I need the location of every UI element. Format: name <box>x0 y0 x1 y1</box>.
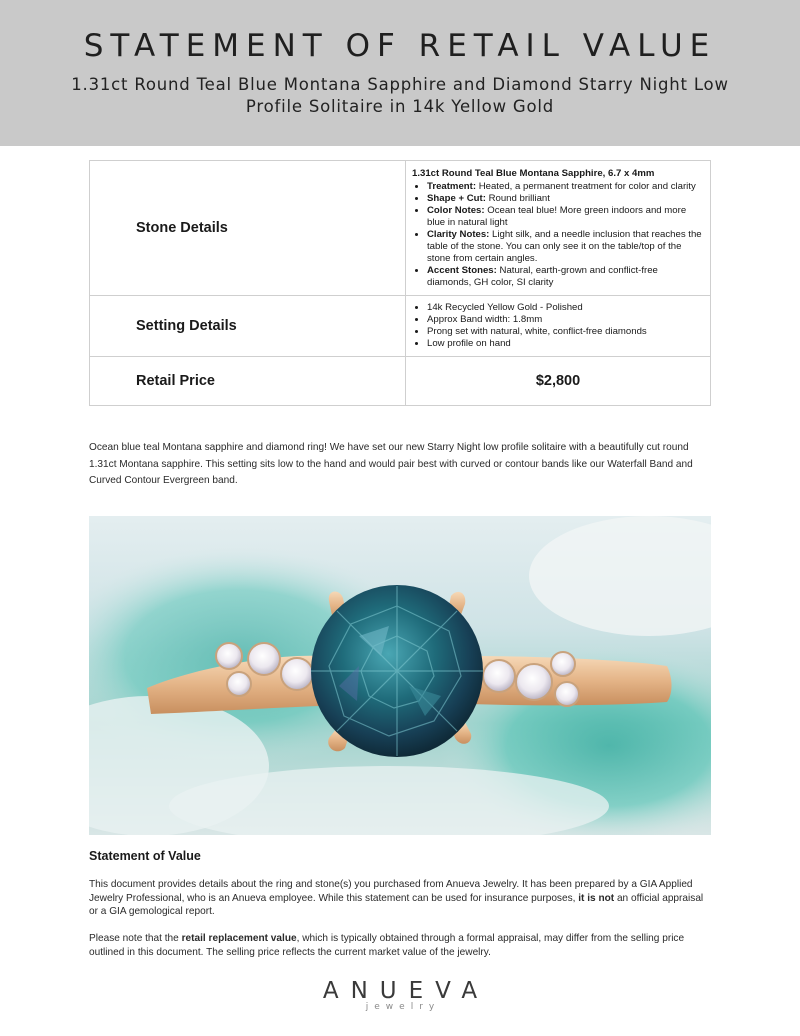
details-table <box>89 160 711 406</box>
logo-wordmark: ANUEVA <box>322 978 490 1004</box>
ring-photo <box>89 516 711 835</box>
stone-details-row <box>90 161 711 296</box>
stone-details-label: Stone Details <box>90 161 406 296</box>
statement-heading: Statement of Value <box>89 849 201 863</box>
list-item: • Color Notes: Ocean teal blue! More green indoors and more blue in natural light <box>427 205 702 229</box>
retail-price-row <box>90 357 711 406</box>
stone-details-content <box>406 161 711 296</box>
retail-price-value: $2,800 <box>406 357 711 406</box>
list-item: • Shape + Cut: Round brilliant <box>427 193 702 205</box>
list-item: • Approx Band width: 1.8mm <box>427 314 702 326</box>
setting-details-list <box>412 302 702 350</box>
setting-details-content <box>406 296 711 357</box>
list-item: • Accent Stones: Natural, earth-grown and conflict-free diamonds, GH color, SI clarity <box>427 265 702 289</box>
setting-details-row <box>90 296 711 357</box>
setting-details-label: Setting Details <box>90 296 406 357</box>
statement-paragraph-1: This document provides details about the ring and stone(s) you purchased from Anueva Jewelry. It has been prepared by a GIA Applied Jewelry Professional, who is an Anueva employee. While this statement can be used for insurance purposes, it is not an official appraisal or a GIA gemological report. <box>89 879 704 917</box>
ring-photo-illustration <box>89 516 711 835</box>
page-header <box>0 0 800 146</box>
logo-subtext: jewelry <box>365 1002 441 1012</box>
brand-logo <box>0 978 800 1012</box>
retail-price-label: Retail Price <box>90 357 406 406</box>
list-item: • 14k Recycled Yellow Gold - Polished <box>427 302 702 314</box>
statement-paragraph-2: Please note that the retail replacement value, which is typically obtained through a formal appraisal, may differ from the selling price outlined in this document. The selling price reflects the current market value of the jewelry. <box>89 933 685 958</box>
list-item: • Clarity Notes: Light silk, and a needle inclusion that reaches the table of the stone. You can only see it on the table/top of the stone from certain angles. <box>427 229 702 265</box>
list-item: • Low profile on hand <box>427 338 702 350</box>
list-item: • Treatment: Heated, a permanent treatment for color and clarity <box>427 181 702 193</box>
list-item: • Prong set with natural, white, conflict-free diamonds <box>427 326 702 338</box>
stone-details-list <box>412 181 702 289</box>
intro-paragraph: Ocean blue teal Montana sapphire and diamond ring! We have set our new Starry Night low profile solitaire with a beautifully cut round 1.31ct Montana sapphire. This setting sits low to the hand and would pair best with curved or contour bands like our Waterfall Band and Curved Contour Evergreen band. <box>89 442 693 486</box>
document-subtitle: 1.31ct Round Teal Blue Montana Sapphire and Diamond Starry Night Low Profile Solitaire in 14k Yellow Gold <box>71 75 729 116</box>
emphasis-text: it is not <box>578 892 615 904</box>
document-title: STATEMENT OF RETAIL VALUE <box>83 28 717 64</box>
emphasis-text: retail replacement value <box>181 933 297 944</box>
stone-heading: 1.31ct Round Teal Blue Montana Sapphire, 6.7 x 4mm <box>412 167 655 179</box>
